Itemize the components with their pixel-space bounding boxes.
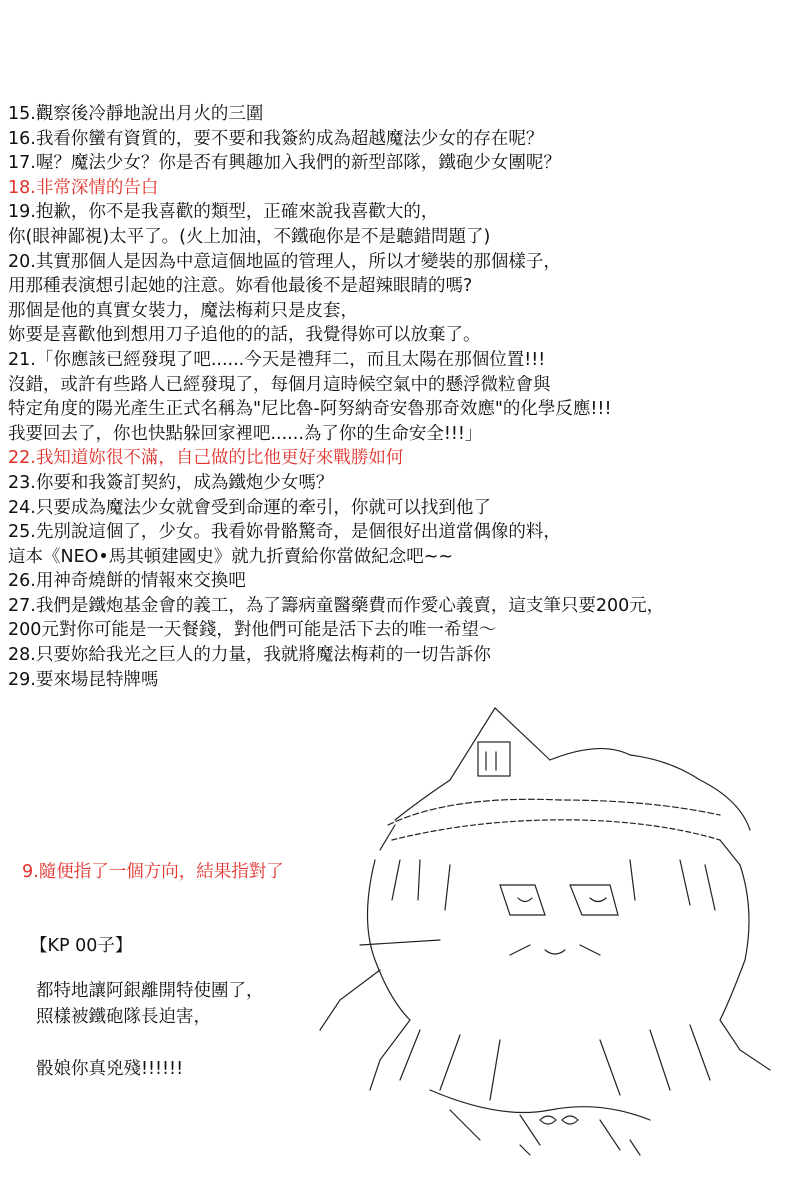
option-line: 特定角度的陽光產生正式名稱為"尼比魯-阿努納奇安魯那奇效應"的化學反應!!! xyxy=(8,399,612,420)
ascii-art-character-illustration xyxy=(300,700,792,1160)
option-line: 20.其實那個人是因為中意這個地區的管理人，所以才變裝的那個樣子， xyxy=(8,251,561,272)
option-line: 200元對你可能是一天餐錢，對他們可能是活下去的唯一希望～ xyxy=(8,620,497,641)
option-line: 24.只要成為魔法少女就會受到命運的牽引，你就可以找到他了 xyxy=(8,497,491,518)
option-list xyxy=(8,102,792,692)
option-line-highlighted: 18.非常深情的告白 xyxy=(8,177,159,198)
dice-result-text: 9.隨便指了一個方向，結果指對了 xyxy=(22,862,284,882)
comment-line xyxy=(36,1030,264,1056)
option-line: 25.先別說這個了，少女。我看妳骨骼驚奇，是個很好出道當偶像的料， xyxy=(8,522,561,543)
option-line-highlighted: 22.我知道妳很不滿，自己做的比他更好來戰勝如何 xyxy=(8,448,404,469)
option-line: 27.我們是鐵炮基金會的義工，為了籌病童醫藥費而作愛心義賣，這支筆只要200元， xyxy=(8,595,665,616)
option-line: 這本《NEO•馬其頓建國史》就九折賣給你當做紀念吧~~ xyxy=(8,546,454,567)
option-line: 23.你要和我簽訂契約，成為鐵炮少女嗎？ xyxy=(8,472,334,493)
option-line: 29.要來場昆特牌嗎 xyxy=(8,669,159,690)
option-line: 你(眼神鄙視)太平了。(火上加油，不鐵砲你是不是聽錯問題了) xyxy=(8,226,491,247)
option-line: 我要回去了，你也快點躲回家裡吧......為了你的生命安全!!!」 xyxy=(8,423,483,444)
option-line: 妳要是喜歡他到想用刀子追他的的話，我覺得妳可以放棄了。 xyxy=(8,325,481,346)
option-line: 15.觀察後冷靜地說出月火的三圍 xyxy=(8,104,264,124)
comment-line: 都特地讓阿銀離開特使團了， xyxy=(36,981,264,1001)
option-line: 沒錯，或許有些路人已經發現了，每個月這時候空氣中的懸浮微粒會與 xyxy=(8,374,551,395)
option-line: 26.用神奇燒餅的情報來交換吧 xyxy=(8,571,246,592)
kp-comment xyxy=(36,978,264,1082)
option-line: 21.「你應該已經發現了吧......今天是禮拜二，而且太陽在那個位置!!! xyxy=(8,349,546,370)
comment-line: 骰娘你真兇殘!!!!!! xyxy=(36,1059,184,1079)
comment-line: 照樣被鐵砲隊長迫害， xyxy=(36,1007,211,1027)
kp-label: 【KP 00子】 xyxy=(30,936,133,956)
option-line: 那個是他的真實女裝力，魔法梅莉只是皮套， xyxy=(8,300,358,321)
option-line: 用那種表演想引起她的注意。妳看他最後不是超辣眼睛的嗎? xyxy=(8,276,473,297)
option-line: 19.抱歉，你不是我喜歡的類型，正確來說我喜歡大的， xyxy=(8,202,439,223)
option-line: 28.只要妳給我光之巨人的力量，我就將魔法梅莉的一切告訴你 xyxy=(8,645,491,666)
option-line: 16.我看你蠻有資質的，要不要和我簽約成為超越魔法少女的存在呢？ xyxy=(8,128,544,149)
option-line: 17.喔？魔法少女？你是否有興趣加入我們的新型部隊，鐵砲少女團呢？ xyxy=(8,153,561,174)
